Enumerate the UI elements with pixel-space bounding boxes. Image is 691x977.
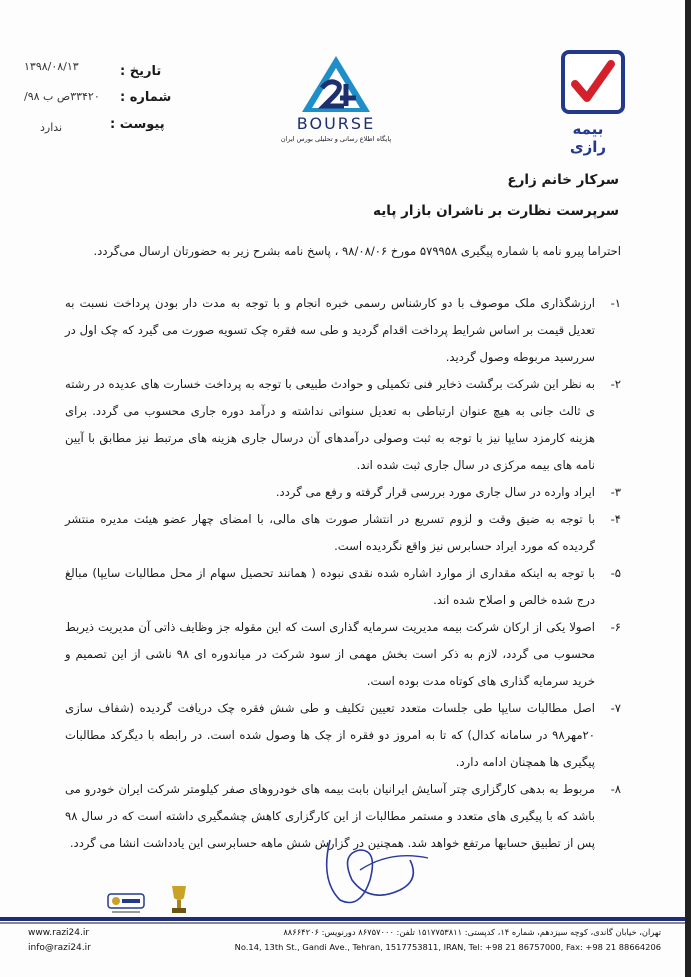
bourse-tagline: پایگاه اطلاع رسانی و تحلیلی بورس ایران — [280, 135, 392, 143]
bourse-wordmark: BOURSE — [296, 114, 376, 133]
footer-website: www.razi24.ir — [28, 928, 90, 938]
response-items — [65, 290, 621, 857]
list-item — [65, 290, 621, 371]
item-text: به نظر این شرکت برگشت ذخایر فنی تکمیلی و حوادث طبیعی با توجه به پرداخت خسارت های عدیده در رشته ی ثالث جانی به هیچ عنوان ارتباطی به تعدیل سنواتی نداشته و درآمد دوره جاری محسوب می گردد. برای هزینه کارمزد سایپا نیز با توجه به ثبت وصولی درآمدهای آن درسال جاری هزینه های مرتبط نیز مطابق با آیین نامه های بیمه مرکزی در سال جاری ثبت شده اند. — [65, 377, 595, 472]
salutation: سرکار خانم زارع — [507, 172, 619, 188]
date-value: ۱۳۹۸/۰۸/۱۳ — [24, 60, 79, 73]
checkmark-icon — [565, 54, 621, 110]
list-item — [65, 614, 621, 695]
item-number: ۷- — [610, 701, 621, 715]
list-item — [65, 506, 621, 560]
list-item — [65, 479, 621, 506]
razi-logo-box — [561, 50, 625, 114]
footer-rule-thin — [0, 922, 691, 924]
bourse-emblem-icon — [278, 54, 394, 114]
item-text: ارزشگذاری ملک موصوف با دو کارشناس رسمی خبره انجام و با توجه به مدت دار بودن پرداخت نسبت به تعدیل قیمت بر اساس شرایط پرداخت اقدام گردید و طی سه فقره چک تسویه صورت می گیرد که چک اول در سررسید مربوطه وصول گردید. — [65, 296, 595, 364]
item-number: ۴- — [610, 512, 621, 526]
item-number: ۲- — [610, 377, 621, 391]
number-label: شماره : — [120, 90, 172, 105]
item-text: با توجه به اینکه مقداری از موارد اشاره شده نقدی نبوده ( همانند تحصیل سهام از محل مطالبات سایپا) مبالغ درج شده خالص و اصلاح شده اند. — [65, 566, 595, 607]
attachment-value: ندارد — [40, 121, 63, 134]
item-text: با توجه به ضیق وقت و لزوم تسریع در انتشار صورت های مالی، با امضای چهار عضو هیئت مدیره منتشر گردیده که مورد ایراد حسابرس نیز واقع نگردیده است. — [65, 512, 595, 553]
list-item — [65, 695, 621, 776]
recipient-title: سرپرست نظارت بر ناشران بازار پایه — [373, 203, 619, 219]
list-item — [65, 371, 621, 479]
handwritten-signature — [300, 820, 440, 910]
item-number: ۵- — [610, 566, 621, 580]
item-text: اصولا یکی از ارکان شرکت بیمه مدیریت سرمایه گذاری است که این مقوله جز وظایف ذاتی آن مدیریت ذیربط محسوب می گردد، لازم به ذکر است بخش مهمی از سود شرکت در میاندوره ای ۹۸ ناشی از این تصمیم و خرید سرمایه گذاری های کوتاه مدت بوده است. — [65, 620, 595, 688]
list-item — [65, 560, 621, 614]
item-number: ۸- — [610, 782, 621, 796]
footer-rule — [0, 917, 691, 921]
item-number: ۳- — [610, 485, 621, 499]
scan-edge — [685, 0, 691, 977]
razi-brand-name: بیمه رازی — [569, 120, 607, 156]
bourse-logo — [278, 54, 394, 150]
number-value: ۳۳۴۲۰ص ب ۹۸/ — [24, 90, 100, 103]
date-label: تاریخ : — [120, 64, 162, 79]
intro-paragraph: احتراما پیرو نامه با شماره پیگیری ۵۷۹۹۵۸ مورخ ۹۸/۰۸/۰۶ ، پاسخ نامه بشرح زیر به حضورتان ارسال می‌گردد. — [93, 244, 621, 258]
item-number: ۱- — [610, 296, 621, 310]
item-text: اصل مطالبات سایپا طی جلسات متعدد تعیین تکلیف و طی شش فقره چک دریافت گردیده (شفاف سازی ۲۰مهر۹۸ در سامانه کدال) که تا به امروز دو فقره از چک ها وصول شده است. در رابطه با دیگرکد مطالبات پیگیری ها همچنان ادامه دارد. — [65, 701, 595, 769]
item-number: ۶- — [610, 620, 621, 634]
razi-insurance-logo — [555, 50, 625, 156]
item-text: ایراد وارده در سال جاری مورد بررسی قرار گرفته و رفع می گردد. — [275, 485, 595, 499]
footer-brand-logo — [106, 890, 146, 916]
footer-email: info@razi24.ir — [28, 943, 91, 953]
footer-award-trophy-logo — [164, 884, 194, 916]
footer-address-english: No.14, 13th St., Gandi Ave., Tehran, 1517753811, IRAN, Tel: +98 21 86757000, Fax: +98 21 88664206 — [234, 942, 661, 952]
attachment-label: پیوست : — [110, 117, 165, 132]
item-text: مربوط به بدهی کارگزاری چتر آسایش ایرانیان بابت بیمه های خودروهای صفر کیلومتر شرکت ایران خودرو می باشد که با پیگیری های متعدد و مستمر مطالبات از این کارگزاری کاهش چشمگیری داشته است که در سال ۹۸ پس از تطبیق حسابها مرتفع خواهد شد. همچنین در گزارش شش ماهه حسابرسی این یادداشت انشا می گردد. — [65, 782, 595, 850]
footer-address-persian: تهران، خیابان گاندی، کوچه سیزدهم، شماره ۱۴، کدپستی: ۱۵۱۷۷۵۳۸۱۱ تلفن: ۸۶۷۵۷۰۰۰ دورنویس: ۸۸۶۶۴۲۰۶ — [283, 927, 661, 937]
